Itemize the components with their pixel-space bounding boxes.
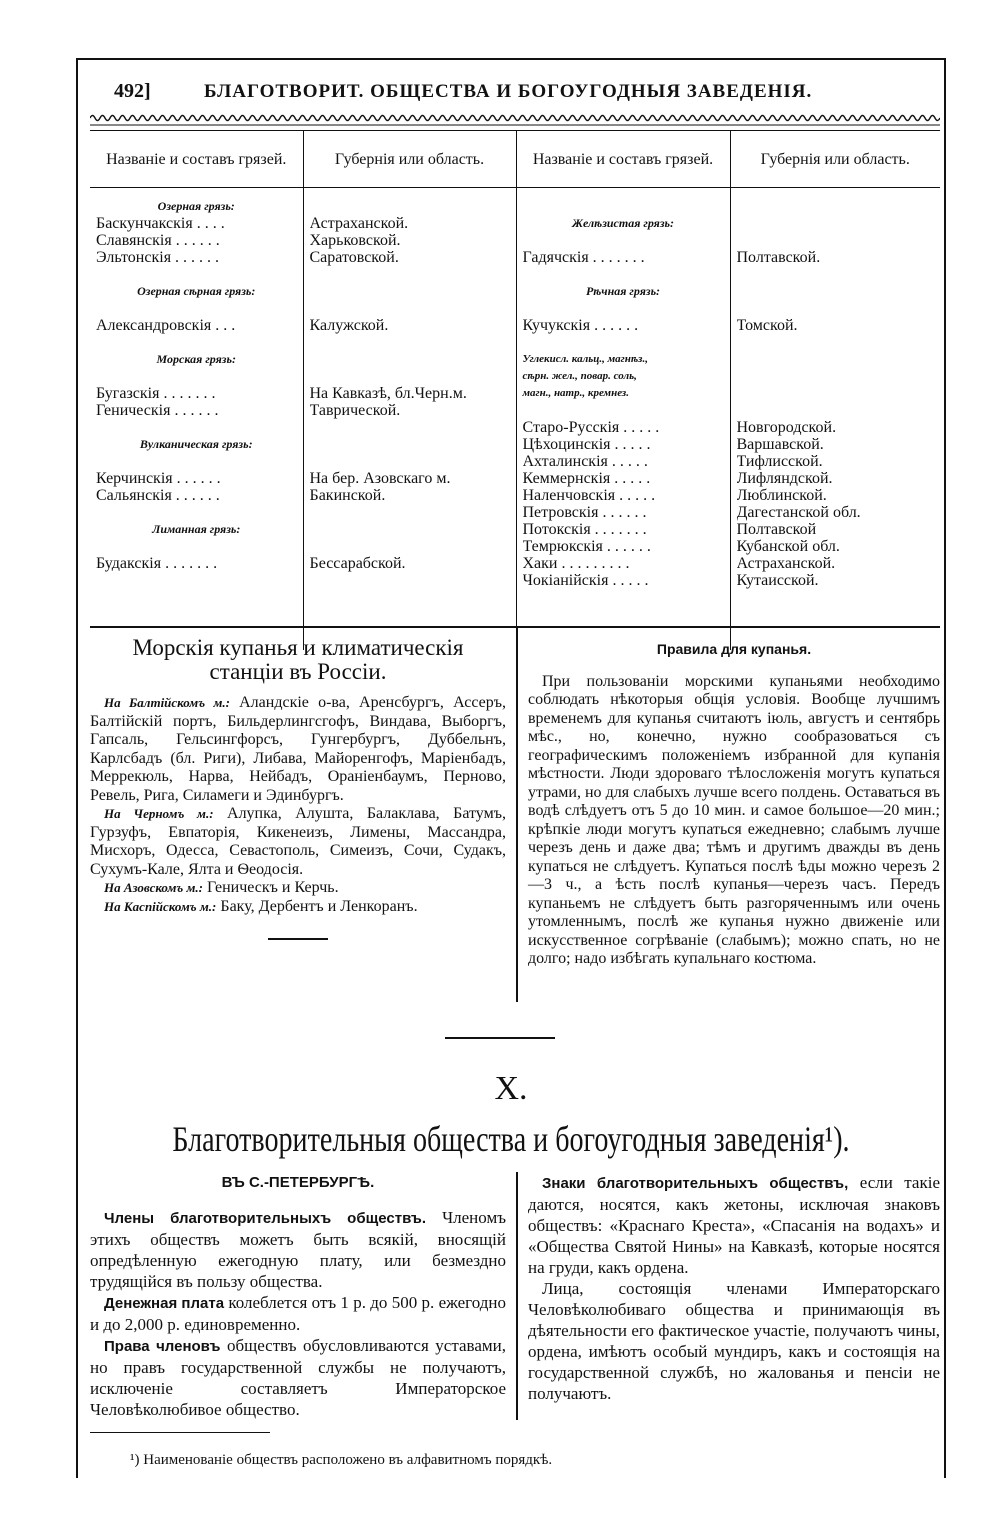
sea-places: Аландскіе о-ва, Аренсбургъ, Ассеръ, Балтійскій портъ, Бильдерлингсгофъ, Виндава, Выборгъ, Гапсаль, Гельсингфорсъ, Гунгербургъ, Дуббельнъ, Карлсбадъ (бл. Риги), Либава, Майоренгофъ, Маріенбадъ, Меррекюль, Нарва, Нейбадъ, Ораніенбаумъ, Перново, Ревель, Рига, Силамеги и Эдинбургъ. — [90, 694, 506, 804]
spacer — [523, 334, 724, 351]
mud-name: Керчинскія . . . . . . — [96, 470, 221, 487]
spacer — [96, 504, 297, 521]
spacer — [737, 266, 935, 283]
sea-baths-title-line1: Морскія купанья и климатическія — [132, 635, 464, 660]
mud-category: Озерная сѣрная грязь: — [137, 284, 256, 298]
mud-region: Таврической. — [309, 402, 401, 419]
spacer — [523, 266, 724, 283]
mud-region: Люблинской. — [736, 487, 827, 504]
spacer — [96, 419, 297, 436]
mud-region: Тифлисской. — [736, 453, 823, 470]
spacer — [310, 368, 510, 385]
bathing-rules-section — [528, 640, 940, 969]
page-frame-right — [944, 58, 946, 1478]
running-header — [76, 80, 946, 110]
spb-section — [90, 1172, 506, 1420]
mud-name: Гадячскія . . . . . . . — [522, 249, 645, 266]
mud-name: Чокіанійскія . . . . . — [522, 572, 649, 589]
column-divider-2 — [516, 1172, 518, 1420]
mud-category: Желѣзистая грязь: — [571, 216, 675, 230]
spacer — [737, 215, 935, 232]
spacer — [310, 521, 510, 538]
mud-region: Лифляндской. — [736, 470, 833, 487]
right-names-col — [516, 188, 730, 651]
col-header-name-left: Названіе и составъ грязей. — [90, 131, 303, 188]
mud-name: Потокскія . . . . . . . — [522, 521, 647, 538]
mud-name: Темрюкскія . . . . . . — [522, 538, 651, 555]
section-title-note: ¹). — [824, 1119, 850, 1159]
spacer — [310, 351, 510, 368]
spacer — [310, 538, 510, 555]
col-header-region-left: Губернія или область. — [303, 131, 516, 188]
section-title-text: Благотворительныя общества и богоугодныя заведенія — [172, 1119, 825, 1159]
mud-name: Старо-Русскія . . . . . — [522, 419, 660, 436]
spb-para-3-text: обществъ обусловливаются уставами, но правъ государственной службы не получаютъ, исключеніе составляетъ Императорское Человѣколюбивое общество. — [90, 1336, 506, 1419]
spacer — [523, 300, 724, 317]
spacer — [523, 198, 724, 215]
mud-region: Харьковской. — [309, 232, 401, 249]
spacer — [310, 436, 510, 453]
mud-category: Углекисл. кальц., магнѣз., — [522, 353, 648, 365]
mud-region: Астраханской. — [736, 555, 836, 572]
spacer — [96, 368, 297, 385]
spb-para-1-lead: Члены благотворительныхъ обществъ. — [104, 1210, 427, 1227]
spb-para-2-lead: Денежная плата — [104, 1295, 225, 1312]
spacer — [737, 351, 935, 368]
spacer — [737, 198, 935, 215]
mud-category: Озерная грязь: — [157, 199, 235, 213]
footnote-rule — [90, 1432, 270, 1433]
sea-list-item — [90, 694, 506, 805]
mud-name: Кучукскія . . . . . . — [522, 317, 639, 334]
mud-region: Дагестанской обл. — [736, 504, 861, 521]
mud-category: магн., натр., кремнез. — [522, 387, 629, 399]
mud-name: Эльтонскія . . . . . . — [96, 249, 220, 266]
signs-para-2: Лица, состоящія членами Императорскаго Человѣколюбиваго общества и принимающія въ дѣятельности его фактическое участіе, получаютъ чины, ордена, имѣютъ особый мундиръ, какъ и состоящія на государственной службѣ, но жалованья и пенсіи не получаютъ. — [528, 1279, 940, 1403]
spacer — [96, 334, 297, 351]
mud-category: Морская грязь: — [156, 352, 236, 366]
sea-places: Алупка, Алушта, Балаклава, Батумъ, Гурзуфъ, Евпаторія, Кикенеизъ, Лимены, Массандра, Мисхоръ, Одесса, Севастополь, Симеизъ, Сочи, Судакъ, Сухумъ-Кале, Ялта и Ѳеодосія. — [90, 805, 506, 878]
spacer — [310, 266, 510, 283]
mud-name: Славянскія . . . . . . — [96, 232, 220, 249]
mud-region: Полтавской. — [736, 249, 821, 266]
signs-section — [528, 1172, 940, 1404]
mud-category: сѣрн. жел., поваp. соль, — [522, 370, 637, 382]
sea-name: На Каспійскомъ м.: — [104, 898, 217, 914]
spb-para-1 — [90, 1207, 506, 1292]
col-header-name-right: Названіе и составъ грязей. — [516, 131, 730, 188]
spacer — [737, 283, 935, 300]
mud-name: Наленчовскія . . . . . — [522, 487, 656, 504]
spacer — [96, 266, 297, 283]
running-title: БЛАГОТВОРИТ. ОБЩЕСТВА И БОГОУГОДНЫЯ ЗАВЕДЕНІЯ. — [204, 81, 813, 102]
spacer — [737, 402, 935, 419]
spacer — [523, 232, 724, 249]
sea-baths-list — [90, 694, 506, 916]
spacer — [737, 232, 935, 249]
spb-para-2-text: колеблется отъ 1 р. до 500 р. ежегодно и до 2,000 р. единовременно. — [90, 1293, 506, 1334]
mud-region: Томской. — [736, 317, 798, 334]
spacer — [310, 453, 510, 470]
sea-baths-title — [90, 636, 506, 684]
sea-baths-title-line2: станціи въ Россіи. — [209, 659, 387, 684]
spb-para-2 — [90, 1292, 506, 1335]
signs-para-1-text: если такіе даются, носятся, какъ жетоны, исключая знаковъ обществъ: «Краснаго Креста», «Спасанія на водахъ» и «Общества Святой Нины» на Кавказѣ, которые носятся на груди, какъ ордена. — [528, 1173, 940, 1277]
spacer — [737, 334, 935, 351]
mud-name: Петровскія . . . . . . — [522, 504, 647, 521]
spacer — [310, 334, 510, 351]
mud-name: Сальянскія . . . . . . — [96, 487, 220, 504]
signs-para-1-lead: Знаки благотворительныхъ обществъ, — [542, 1175, 849, 1192]
mud-region: Бессарабской. — [309, 555, 406, 572]
mud-region: Новгородской. — [736, 419, 837, 436]
spacer — [737, 300, 935, 317]
spacer — [96, 300, 297, 317]
spacer — [96, 453, 297, 470]
mud-region: Полтавской — [736, 521, 817, 538]
spacer — [310, 300, 510, 317]
sea-name: На Черномъ м.: — [104, 806, 214, 821]
page-frame-top — [76, 58, 946, 60]
page-number: 492] — [114, 80, 151, 102]
wavy-rule — [90, 112, 940, 128]
mud-region: На Кавказѣ, бл.Черн.м. — [309, 385, 467, 402]
mud-category: Лиманная грязь: — [152, 522, 241, 536]
right-regions-col — [730, 188, 940, 651]
sea-places: Геническъ и Керчь. — [202, 879, 339, 896]
signs-para-1 — [528, 1172, 940, 1278]
mud-name: Баскунчакскія . . . . — [96, 215, 225, 232]
sea-list-item — [90, 879, 506, 898]
mud-table — [90, 130, 940, 650]
sea-list-item — [90, 805, 506, 879]
sea-places: Баку, Дербентъ и Ленкоранъ. — [216, 897, 418, 915]
spacer — [310, 504, 510, 521]
bathing-rules-title: Правила для купанья. — [656, 641, 812, 657]
table-bottom-rule — [90, 626, 940, 628]
spb-para-3 — [90, 1335, 506, 1420]
page-frame-left — [76, 58, 78, 1478]
sea-name: На Балтійскомъ м.: — [104, 695, 230, 710]
mud-region: Калужской. — [309, 317, 389, 334]
bathing-rules-text: При пользованіи морскими купаньями необходимо соблюдать нѣкоторыя общія условія. Вообще лучшимъ временемъ для купанья считаютъ іюль, августъ и сентябрь мѣс., но, конечно, нужно сообразоваться съ географическимъ положеніемъ избранной для купанія мѣстности. Люди здороваго тѣлосложенія могутъ купаться утрами, но для слабыхъ лучше всего полдень. Оставаться въ водѣ слѣдуетъ отъ 5 до 10 мин. и самое большое—20 мин.; крѣпкіе люди могутъ купаться ежедневно; слабымъ лучше черезъ день и даже два; тѣмъ и другимъ дважды въ день купаться не слѣдуетъ. Купаться послѣ ѣды можно черезъ 2—3 ч., а ѣсть послѣ купанья—черезъ часъ. Передъ купаньемъ не слѣдуетъ быть разгоряченнымъ или очень утомленнымъ, послѣ же купанья нужно движеніе или искусственное согрѣваніе (слабымъ); можно спать, но не долго; надо избѣгать купальнаго костюма. — [528, 672, 940, 967]
column-divider-1 — [516, 626, 518, 1002]
left-regions-col — [303, 188, 516, 651]
mud-region: Кутаисской. — [736, 572, 819, 589]
mud-region: Саратовской. — [309, 249, 399, 266]
mud-name: Геническія . . . . . . — [96, 402, 219, 419]
spacer — [310, 419, 510, 436]
mud-name: Цѣхоцинскія . . . . . — [522, 436, 651, 453]
mud-category: Вулканическая грязь: — [139, 437, 253, 451]
spacer — [737, 368, 935, 385]
col-header-region-right: Губернія или область. — [730, 131, 940, 188]
section-separator — [445, 1037, 555, 1039]
sea-baths-section — [90, 636, 506, 940]
spacer — [96, 538, 297, 555]
footnote: ¹) Наименованіе обществъ расположено въ алфавитномъ порядкѣ. — [130, 1452, 553, 1468]
left-names-col — [90, 188, 303, 651]
spacer — [310, 198, 510, 215]
mud-name: Ахталинскія . . . . . — [522, 453, 648, 470]
mud-name: Кеммернскія . . . . . — [522, 470, 651, 487]
spb-heading: ВЪ С.-ПЕТЕРБУРГѢ. — [221, 1174, 375, 1191]
spb-para-3-lead: Права членовъ — [104, 1338, 221, 1355]
mud-name: Будакскія . . . . . . . — [96, 555, 218, 572]
mud-region: Астраханской. — [309, 215, 409, 232]
mud-region: Кубанской обл. — [736, 538, 840, 555]
mud-region: Варшавской. — [736, 436, 824, 453]
section-numeral: X. — [494, 1070, 528, 1107]
spacer — [310, 283, 510, 300]
spb-para-1-text: Членомъ этихъ обществъ можетъ быть всякій, вносящій опредѣленную ежегодную плату, или безмездно трудящійся въ пользу общества. — [90, 1208, 506, 1291]
mud-region: Бакинской. — [309, 487, 386, 504]
mud-name: Хаки . . . . . . . . . — [522, 555, 630, 572]
spacer — [737, 385, 935, 402]
mud-name: Бугазскія . . . . . . . — [96, 385, 216, 402]
sea-list-item — [90, 898, 506, 917]
end-rule — [268, 938, 328, 940]
mud-name: Александровскія . . . — [96, 317, 236, 334]
mud-region: На бер. Азовскаго м. — [309, 470, 451, 487]
mud-category: Рѣчная грязь: — [585, 284, 661, 298]
spacer — [523, 402, 724, 419]
section-title — [172, 1118, 851, 1160]
sea-name: На Азовскомъ м.: — [104, 880, 203, 895]
